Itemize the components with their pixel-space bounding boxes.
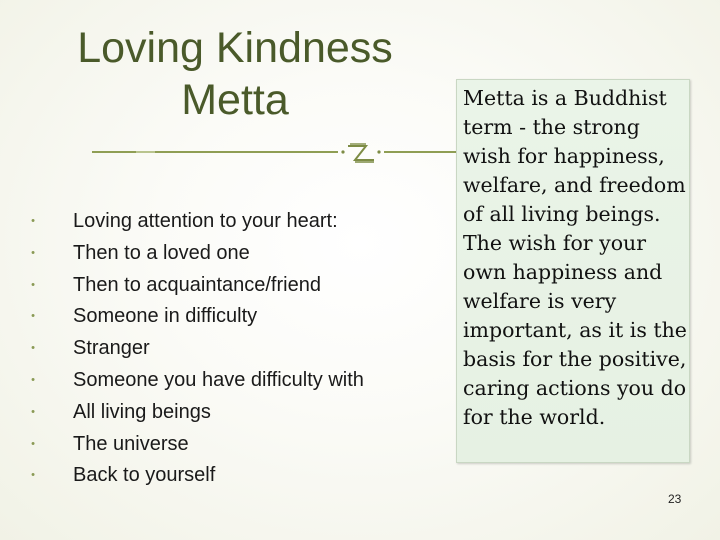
slide-title xyxy=(40,22,430,126)
title-divider-left xyxy=(92,151,138,153)
definition-text: Metta is a Buddhist term - the strong wish for happiness, welfare, and freedom of all living beings. The wish for your own happiness and welfare is very important, as it is the basis for the positive, caring actions you do for the world. xyxy=(463,86,687,429)
list-item-text: Then to acquaintance/friend xyxy=(73,273,321,296)
title-divider-right xyxy=(384,151,460,153)
bullet-marker: • xyxy=(31,405,35,418)
list-item-text: Someone in difficulty xyxy=(73,305,258,328)
list-item-text: Loving attention to your heart: xyxy=(73,210,338,232)
flourish-icon xyxy=(338,138,384,166)
list-item-text: Someone you have difficulty with xyxy=(73,368,364,391)
title-divider-middle xyxy=(155,151,338,153)
bullet-marker: • xyxy=(31,215,35,227)
title-line-1: Loving Kindness xyxy=(77,24,393,72)
bullet-marker: • xyxy=(31,469,35,482)
list-item-text: Back to yourself xyxy=(73,464,216,487)
bullet-marker: • xyxy=(31,342,35,355)
list-item-text: Then to a loved one xyxy=(73,241,250,264)
bullet-marker: • xyxy=(31,373,35,386)
bullet-marker: • xyxy=(31,278,35,291)
list-item-text: Stranger xyxy=(73,337,150,360)
definition-box xyxy=(456,79,690,463)
bullet-marker: • xyxy=(31,437,35,450)
page-number: 23 xyxy=(668,492,682,506)
list-item-text: All living beings xyxy=(73,400,211,423)
title-line-2: Metta xyxy=(181,76,289,124)
list-item-text: The universe xyxy=(73,432,189,455)
bullet-marker: • xyxy=(31,246,35,259)
bullet-marker: • xyxy=(31,310,35,323)
